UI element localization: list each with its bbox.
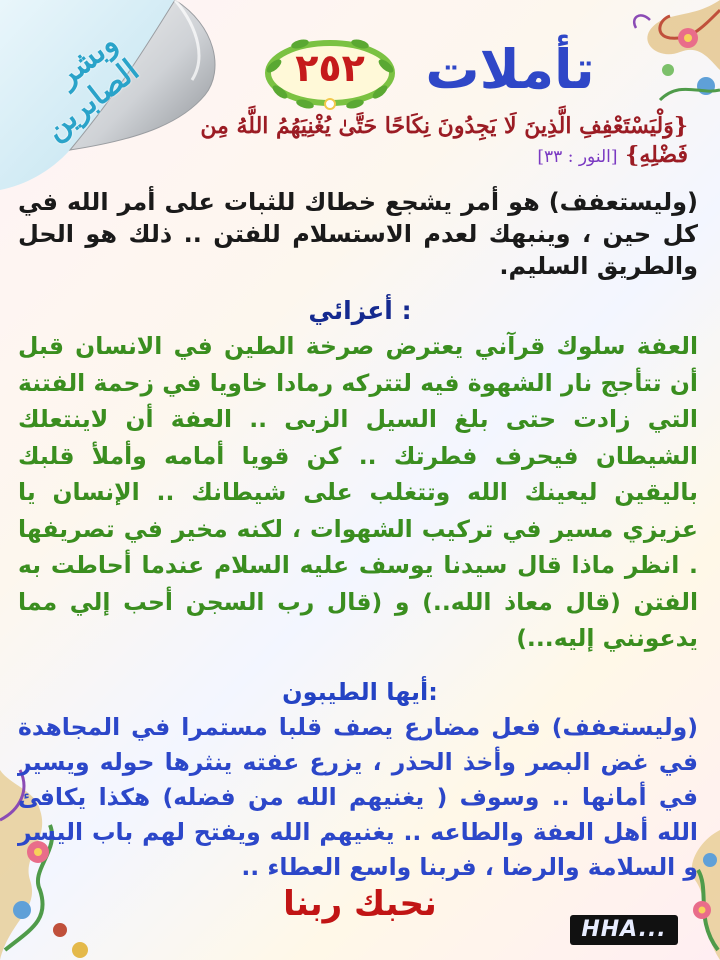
page-title: تأملات: [425, 38, 595, 101]
signature-badge: HHA...: [570, 915, 678, 945]
quran-verse: [168, 112, 688, 172]
section1-paragraph: [18, 328, 698, 657]
post-number: ٢٥٢: [295, 46, 365, 90]
verse-text: {وَلْيَسْتَعْفِفِ الَّذِينَ لَا يَجِدُونَ نِكَاحًا حَتَّىٰ يُغْنِيَهُمُ اللَّهُ مِن فَضْلِهِ}: [200, 113, 688, 168]
calligraphy-seal-icon: وبشر الصابرين: [38, 25, 146, 148]
title-row: [240, 32, 630, 112]
section2-heading: أيها الطيبون:: [282, 678, 438, 706]
section2-text: (وليستعفف) فعل مضارع يصف قلبا مستمرا في المجاهدة في غض البصر وأخذ الحذر ، يزرع عفته ينثرها حوله ويسير في أمانها .. وسوف ( يغنيهم الله من فضله) هكذا يكافئ الله أهل العفة والطاعه .. يغنيهم الله ويفتح لهم باب اليسر و السلامة والرضا ، فربنا واسع العطاء ..: [18, 713, 698, 881]
section2-paragraph: [18, 710, 698, 885]
intro-paragraph: [18, 186, 698, 282]
verse-reference: [النور : ٣٣]: [537, 147, 618, 167]
section1-heading: أعزائي :: [308, 296, 412, 325]
intro-text: (وليستعفف) هو أمر يشجع خطاك للثبات على أمر الله في كل حين ، وينبهك لعدم الاستسلام للفتن .. ذلك هو الحل والطريق السليم.: [18, 188, 698, 280]
section1-text: العفة سلوك قرآني يعترض صرخة الطين في الانسان قبل أن تتأجج نار الشهوة فيه لتتركه رمادا خاويا في زحمة الفتنة التي زادت حتى بلغ السيل الزبى .. العفة أن لاينتعلك الشيطان فيحرف فطرتك .. كن قويا أمامه وأملأ قلبك باليقين ليعينك الله وتتغلب على شيطانك .. الإنسان يا عزيزي مسير في تركيب الشهوات ، لكنه مخير في تصريفها . انظر ماذا قال سيدنا يوسف عليه السلام عندما أحاطت به الفتن (قال معاذ الله..) و (قال رب السجن أحب إلي مما يدعونني إليه...): [18, 332, 698, 652]
closing-line: نحبك ربنا: [283, 884, 437, 924]
